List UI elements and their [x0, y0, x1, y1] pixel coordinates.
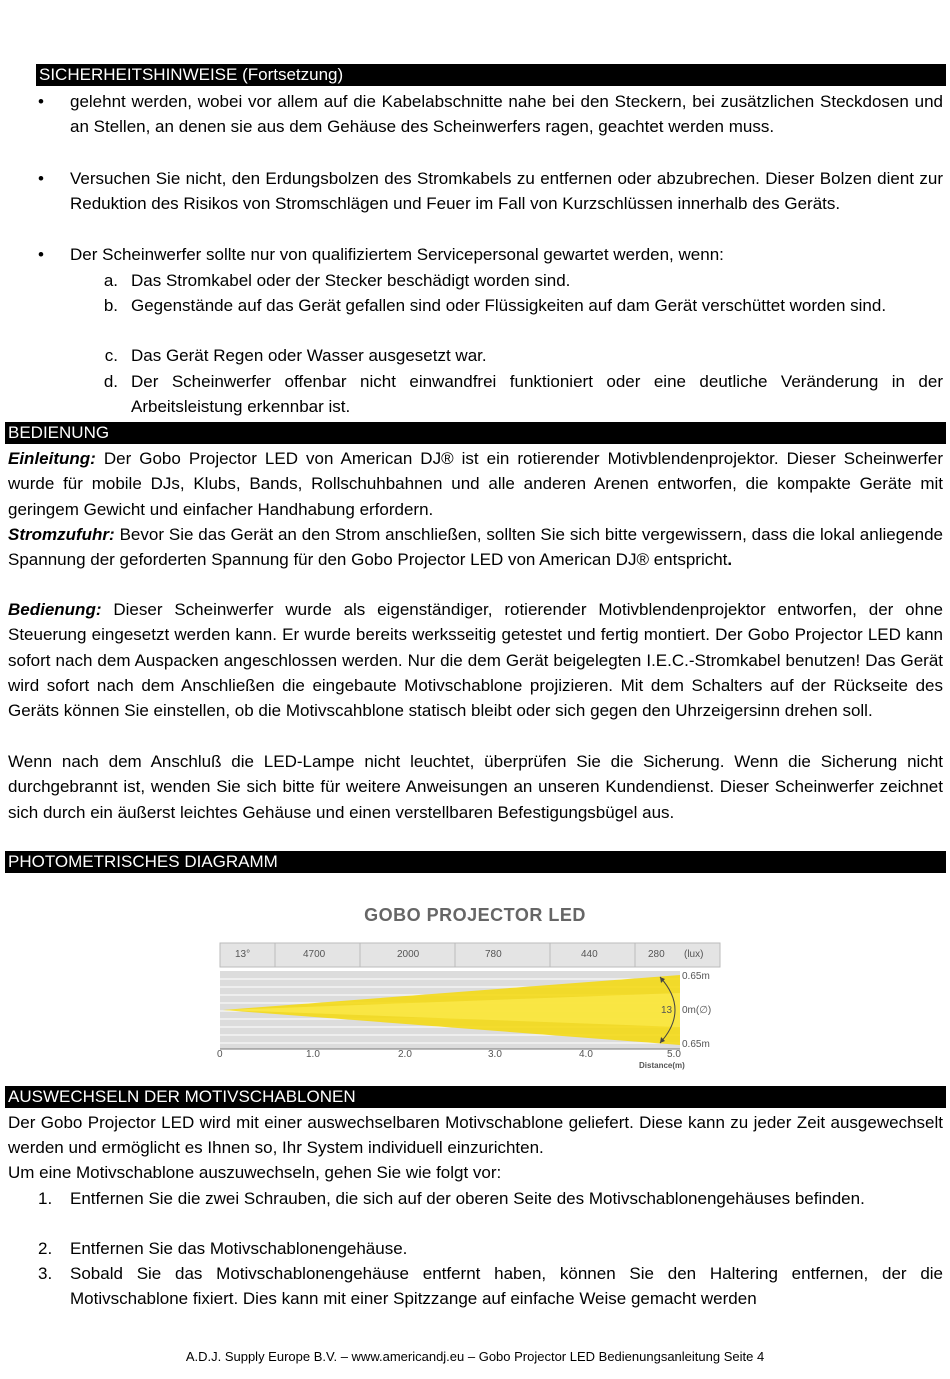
- distance-tick-5: 5.0: [667, 1049, 681, 1060]
- operation-paragraph: [8, 597, 943, 723]
- bullet-icon: •: [38, 245, 44, 264]
- gobo-paragraph-2: Um eine Motivschablone auszuwechseln, gehen Sie wie folgt vor:: [8, 1163, 502, 1182]
- diagram-graphic: [215, 905, 735, 1075]
- distance-tick-1: 1.0: [306, 1049, 320, 1060]
- power-paragraph: [8, 522, 943, 573]
- page-footer: A.D.J. Supply Europe B.V. – www.americandj.eu – Gobo Projector LED Bedienungsanleitung Seite 4: [185, 1349, 765, 1364]
- intro-paragraph: [8, 446, 943, 522]
- bullet-text: Versuchen Sie nicht, den Erdungsbolzen des Stromkabels zu entfernen oder abzubrechen. Dieser Bolzen dient zur Reduktion des Risikos von Stromschlägen und Feuer im Fall von Kurzschlüssen innerhalb des Geräts.: [70, 169, 943, 214]
- distance-tick-0: 0: [217, 1049, 223, 1060]
- step-text: Entfernen Sie das Motivschablonengehäuse.: [70, 1239, 408, 1258]
- step-text: Sobald Sie das Motivschablonengehäuse entfernt haben, können Sie den Haltering entfernen, der die Motivschablone fixiert. Dies kann mit einer Spitzzange auf einfache Weise gemacht werden: [70, 1264, 943, 1309]
- size-mid-label: 0m(∅): [682, 1005, 712, 1016]
- distance-tick-3: 3.0: [488, 1049, 502, 1060]
- operation-lead: Bedienung:: [8, 600, 102, 619]
- lux-value-5: 280: [648, 949, 665, 960]
- lux-value-1: 4700: [303, 949, 326, 960]
- subitem-text: Das Gerät Regen oder Wasser ausgesetzt war.: [131, 346, 487, 365]
- subitem-text: Der Scheinwerfer offenbar nicht einwandfrei funktioniert oder eine deutliche Veränderung in der Arbeitsleistung erkennbar ist.: [131, 372, 943, 417]
- lux-value-3: 780: [485, 949, 502, 960]
- intro-lead: Einleitung:: [8, 449, 96, 468]
- fuse-paragraph: Wenn nach dem Anschluß die LED-Lampe nicht leuchtet, überprüfen Sie die Sicherung. Wenn die Sicherung nicht durchgebrannt ist, wenden Sie sich bitte für weitere Anweisungen an unseren Kundendienst. Dieser Scheinwerfer zeichnet sich durch ein äußerst leichtes Gehäuse und einen verstellbaren Befestigungsbügel aus.: [8, 752, 943, 822]
- subitem-text: Gegenstände auf das Gerät gefallen sind oder Flüssigkeiten auf dam Gerät verschüttet worden sind.: [131, 296, 887, 315]
- bullet-icon: •: [38, 92, 44, 111]
- lux-value-4: 440: [581, 949, 598, 960]
- photometric-diagram: [215, 905, 735, 1075]
- section-header-photometric: PHOTOMETRISCHES DIAGRAMM: [5, 851, 946, 873]
- lux-row-bg: [220, 943, 720, 967]
- angle-mark-label: 13: [661, 1005, 673, 1016]
- step-number: 1.: [38, 1189, 53, 1208]
- power-lead: Stromzufuhr:: [8, 525, 115, 544]
- bullet-text: gelehnt werden, wobei vor allem auf die Kabelabschnitte nahe bei den Steckern, bei zusätzlichen Steckdosen und an Stellen, an denen sie aus dem Gehäuse des Scheinwerfers ragen, geachtet werden muss.: [70, 92, 943, 137]
- distance-tick-4: 4.0: [579, 1049, 593, 1060]
- diagram-title: GOBO PROJECTOR LED: [364, 905, 586, 925]
- section-header-safety: SICHERHEITSHINWEISE (Fortsetzung): [36, 64, 946, 86]
- bullet-text: Der Scheinwerfer sollte nur von qualifiziertem Servicepersonal gewartet werden, wenn:: [70, 245, 724, 264]
- operation-text: Dieser Scheinwerfer wurde als eigenständiger, rotierender Motivblendenprojektor entworfen, der ohne Steuerung eingesetzt werden kann. Er wurde bereits werksseitig getestet und fertig montiert. Der Gobo Projector LED kann sofort nach dem Auspacken angeschlossen werden. Nur die dem Gerät beigelegten I.E.C.-Stromkabel benutzen! Das Gerät wird sofort nach dem Anschließen die eingebaute Motivschablone projizieren. Mit dem Schalters auf der Rückseite des Geräts können Sie einstellen, ob die Motivscahblone statisch bleibt oder sich gegen den Uhrzeigersinn drehen soll.: [8, 600, 943, 721]
- bullet-icon: •: [38, 169, 44, 188]
- power-end: .: [727, 550, 733, 570]
- distance-tick-2: 2.0: [398, 1049, 412, 1060]
- subitem-text: Das Stromkabel oder der Stecker beschädigt worden sind.: [131, 271, 571, 290]
- beam-angle-label: 13°: [235, 949, 251, 960]
- subitem-label: b.: [103, 296, 118, 315]
- section-header-operation: BEDIENUNG: [5, 422, 946, 444]
- lux-value-2: 2000: [397, 949, 420, 960]
- distance-axis-label: Distance(m): [639, 1061, 685, 1070]
- step-number: 3.: [38, 1264, 53, 1283]
- step-number: 2.: [38, 1239, 53, 1258]
- subitem-label: c.: [104, 346, 118, 365]
- step-text: Entfernen Sie die zwei Schrauben, die sich auf der oberen Seite des Motivschablonengehäuses befinden.: [70, 1189, 865, 1208]
- lux-unit: (lux): [684, 949, 704, 960]
- section-header-gobo: AUSWECHSELN DER MOTIVSCHABLONEN: [5, 1086, 946, 1108]
- size-bottom-label: 0.65m: [682, 1039, 710, 1050]
- gobo-paragraph-1: Der Gobo Projector LED wird mit einer auswechselbaren Motivschablone geliefert. Diese kann zu jeder Zeit ausgewechselt werden und ermöglicht es Ihnen so, Ihr System individuell einzurichten.: [8, 1113, 943, 1158]
- intro-text: Der Gobo Projector LED von American DJ® ist ein rotierender Motivblendenprojektor. Dieser Scheinwerfer wurde für mobile DJs, Klubs, Bands, Rollschuhbahnen und alle anderen Arenen entworfen, die kompakte Geräte mit geringem Gewicht und einfacher Handhabung erfordern.: [8, 449, 943, 519]
- power-text: Bevor Sie das Gerät an den Strom anschließen, sollten Sie sich bitte vergewissern, dass die lokal anliegende Spannung der geforderten Spannung für den Gobo Projector LED von American DJ® entspricht: [8, 525, 943, 570]
- size-top-label: 0.65m: [682, 971, 710, 982]
- subitem-label: d.: [103, 372, 118, 391]
- subitem-label: a.: [103, 271, 118, 290]
